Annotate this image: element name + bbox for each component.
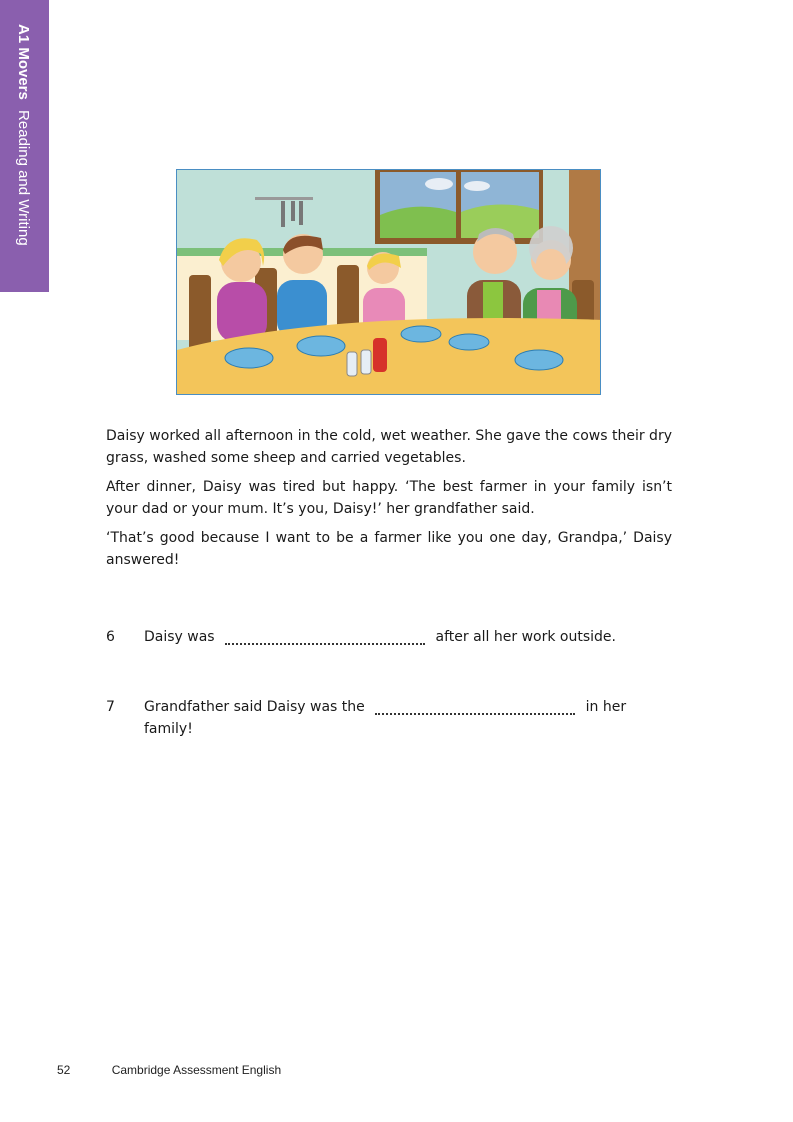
publisher-name: Cambridge Assessment English [111, 1063, 282, 1077]
question-text [144, 696, 649, 740]
question-ending: after all her work outside. [435, 629, 616, 645]
section-level: A1 Movers [15, 24, 32, 100]
question-number: 7 [106, 699, 115, 715]
page-footer [57, 1063, 281, 1077]
answer-blank[interactable] [375, 699, 575, 715]
section-title [15, 24, 32, 246]
story-paragraph: After dinner, Daisy was tired but happy. ‘The best farmer in your family isn’t your dad or your mum. It’s you, Daisy!’ her grandfather said. [106, 479, 672, 517]
question-prompt: Daisy was [144, 629, 215, 645]
section-skill: Reading and Writing [15, 110, 32, 246]
family-dinner-illustration [176, 169, 601, 395]
page-number: 52 [57, 1063, 71, 1077]
story-paragraph: Daisy worked all afternoon in the cold, wet weather. She gave the cows their dry grass, washed some sheep and carried vegetables. [106, 428, 672, 466]
question-prompt: Grandfather said Daisy was the [144, 699, 365, 715]
answer-blank[interactable] [225, 629, 425, 645]
question-ending: in her family! [144, 699, 627, 737]
question-number: 6 [106, 629, 115, 645]
story-paragraph: ‘That’s good because I want to be a farmer like you one day, Grandpa,’ Daisy answered! [106, 530, 672, 568]
question-text [144, 626, 664, 648]
section-side-tab [0, 0, 49, 292]
story-text [106, 425, 672, 578]
